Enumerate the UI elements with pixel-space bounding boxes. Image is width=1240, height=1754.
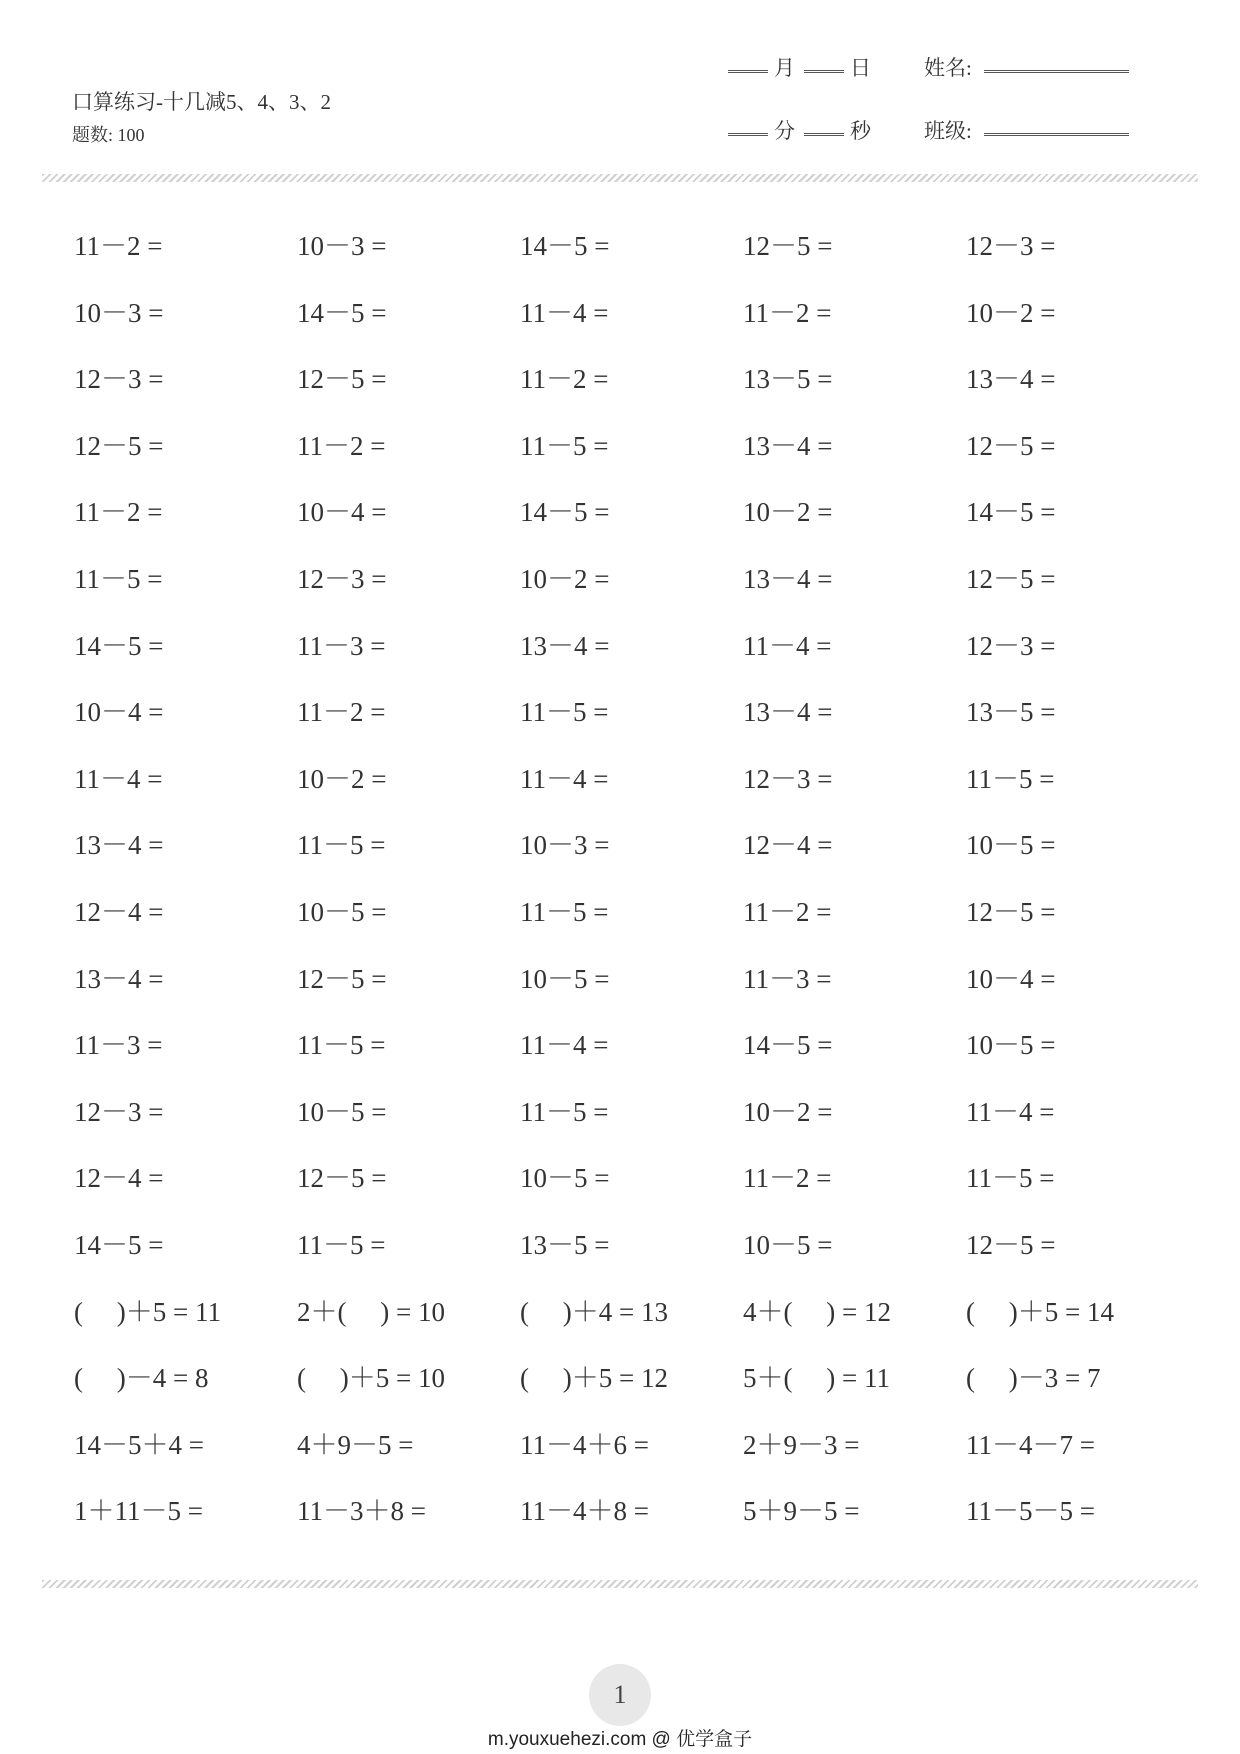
- problem-item: 14－5 =: [520, 497, 610, 528]
- problem-item: 11－5－5 =: [966, 1496, 1095, 1527]
- problem-item: 10－3 =: [297, 231, 387, 261]
- problem-item: 11－4 =: [743, 630, 832, 661]
- problem-item: 14－5 =: [743, 1030, 833, 1061]
- problem-item: 11－5 =: [297, 1229, 386, 1260]
- problem-item: 13－4 =: [743, 697, 833, 728]
- problem-item: 10－5 =: [966, 830, 1056, 861]
- problem-item: 13－4 =: [743, 430, 833, 461]
- problem-item: 12－3 =: [966, 630, 1056, 661]
- problem-item: 11－3 =: [297, 630, 386, 661]
- problem-item: 11－4 =: [966, 1096, 1055, 1127]
- problem-item: 14－5 =: [520, 231, 610, 261]
- problem-item: 11－5 =: [520, 430, 609, 461]
- problem-item: 10－5 =: [297, 1096, 387, 1127]
- problem-item: 12－3 =: [74, 364, 164, 395]
- problem-item: 14－5 =: [74, 1229, 164, 1260]
- problem-item: 12－5 =: [297, 963, 387, 994]
- problem-item: 4＋9－5 =: [297, 1429, 414, 1460]
- problem-item: 14－5 =: [966, 497, 1056, 528]
- problem-item: 11－2 =: [743, 297, 832, 328]
- name-blank[interactable]: [984, 52, 1129, 73]
- problem-item: 12－4 =: [743, 830, 833, 861]
- minute-blank[interactable]: [728, 115, 768, 136]
- problem-item: 11－5 =: [520, 1096, 609, 1127]
- problem-item: 13－5 =: [966, 697, 1056, 728]
- problem-item: 12－5 =: [297, 364, 387, 395]
- problem-item: 10－2 =: [520, 563, 610, 594]
- problem-item: ( )＋5 = 14: [966, 1296, 1114, 1327]
- page-number: 1: [589, 1664, 651, 1726]
- problem-item: 10－5 =: [520, 963, 610, 994]
- problem-item: 11－5 =: [966, 763, 1055, 794]
- problem-item: 10－5 =: [297, 896, 387, 927]
- problem-item: 11－5 =: [966, 1163, 1055, 1194]
- problem-item: 12－5 =: [74, 430, 164, 461]
- problem-item: 10－3 =: [520, 830, 610, 861]
- problem-item: 13－4 =: [520, 630, 610, 661]
- problem-item: 12－5 =: [966, 1229, 1056, 1260]
- problem-item: 11－4＋8 =: [520, 1496, 649, 1527]
- problem-item: 11－4 =: [74, 763, 163, 794]
- problem-item: 5＋9－5 =: [743, 1496, 860, 1527]
- problem-item: 11－2 =: [520, 364, 609, 395]
- worksheet-title: 口算练习-十几减5、4、3、2: [72, 90, 331, 114]
- problem-item: ( )－3 = 7: [966, 1363, 1101, 1394]
- problem-item: 11－2 =: [74, 497, 163, 528]
- problem-item: 12－5 =: [966, 896, 1056, 927]
- month-blank[interactable]: [728, 52, 768, 73]
- top-divider: [42, 174, 1198, 182]
- problem-item: 12－3 =: [74, 1096, 164, 1127]
- problem-item: 10－5 =: [966, 1030, 1056, 1061]
- problem-item: 10－3 =: [74, 297, 164, 328]
- problem-item: ( )＋5 = 10: [297, 1363, 445, 1394]
- second-label: 秒: [850, 119, 871, 143]
- problem-item: 12－3 =: [966, 231, 1056, 261]
- problem-item: ( )＋5 = 11: [74, 1296, 221, 1327]
- problem-item: 12－4 =: [74, 1163, 164, 1194]
- problem-item: 14－5 =: [297, 297, 387, 328]
- problem-item: 11－4 =: [520, 297, 609, 328]
- problem-item: 13－4 =: [74, 963, 164, 994]
- day-blank[interactable]: [804, 52, 844, 73]
- problem-item: 11－5 =: [520, 697, 609, 728]
- problem-item: 10－2 =: [743, 1096, 833, 1127]
- problem-item: 12－4 =: [74, 896, 164, 927]
- second-blank[interactable]: [804, 115, 844, 136]
- problem-item: 12－3 =: [743, 763, 833, 794]
- problem-item: 10－2 =: [966, 297, 1056, 328]
- minute-label: 分: [774, 119, 795, 143]
- problem-item: 11－3 =: [74, 1030, 163, 1061]
- problem-item: ( )－4 = 8: [74, 1363, 209, 1394]
- footer-site: m.youxuehezi.com @ 优学盒子: [487, 1729, 753, 1750]
- problem-item: 10－4 =: [74, 697, 164, 728]
- problem-item: 11－5 =: [520, 896, 609, 927]
- problem-item: 11－5 =: [297, 1030, 386, 1061]
- problem-item: 10－4 =: [966, 963, 1056, 994]
- problem-item: 11－4 =: [520, 763, 609, 794]
- problem-item: 2＋9－3 =: [743, 1429, 860, 1460]
- problem-item: 13－5 =: [520, 1229, 610, 1260]
- problem-item: 11－2 =: [297, 430, 386, 461]
- problem-grid: [74, 230, 1194, 1562]
- problem-item: 13－4 =: [74, 830, 164, 861]
- bottom-divider: [42, 1580, 1198, 1588]
- problem-item: 11－4 =: [520, 1030, 609, 1061]
- problem-item: 11－2 =: [743, 896, 832, 927]
- problem-item: 10－2 =: [297, 763, 387, 794]
- problem-item: 11－2 =: [743, 1163, 832, 1194]
- problem-item: ( )＋4 = 13: [520, 1296, 668, 1327]
- problem-item: 2＋( ) = 10: [297, 1296, 445, 1327]
- problem-item: 12－5 =: [966, 563, 1056, 594]
- worksheet-header: [0, 0, 1240, 170]
- problem-item: 5＋( ) = 11: [743, 1363, 890, 1394]
- class-label: 班级:: [924, 119, 972, 143]
- problem-item: 10－2 =: [743, 497, 833, 528]
- problem-item: 14－5＋4 =: [74, 1429, 204, 1460]
- problem-item: 10－5 =: [520, 1163, 610, 1194]
- problem-item: ( )＋5 = 12: [520, 1363, 668, 1394]
- problem-item: 11－4＋6 =: [520, 1429, 649, 1460]
- problem-item: 11－5 =: [297, 830, 386, 861]
- name-label: 姓名:: [924, 56, 972, 80]
- problem-item: 14－5 =: [74, 630, 164, 661]
- problem-item: 4＋( ) = 12: [743, 1296, 891, 1327]
- problem-item: 1＋11－5 =: [74, 1496, 203, 1527]
- problem-item: 11－2 =: [74, 231, 163, 261]
- question-count: 题数: 100: [72, 125, 145, 145]
- problem-item: 11－5 =: [74, 563, 163, 594]
- problem-item: 12－5 =: [966, 430, 1056, 461]
- problem-item: 13－4 =: [966, 364, 1056, 395]
- problem-item: 11－3 =: [743, 963, 832, 994]
- problem-item: 13－4 =: [743, 563, 833, 594]
- class-blank[interactable]: [984, 115, 1129, 136]
- day-label: 日: [850, 56, 871, 80]
- problem-item: 12－5 =: [743, 231, 833, 261]
- problem-item: 10－5 =: [743, 1229, 833, 1260]
- problem-item: 13－5 =: [743, 364, 833, 395]
- problem-item: 12－3 =: [297, 563, 387, 594]
- problem-item: 10－4 =: [297, 497, 387, 528]
- problem-item: 12－5 =: [297, 1163, 387, 1194]
- problem-item: 11－4－7 =: [966, 1429, 1095, 1460]
- problem-item: 11－3＋8 =: [297, 1496, 426, 1527]
- month-label: 月: [774, 56, 795, 80]
- problem-item: 11－2 =: [297, 697, 386, 728]
